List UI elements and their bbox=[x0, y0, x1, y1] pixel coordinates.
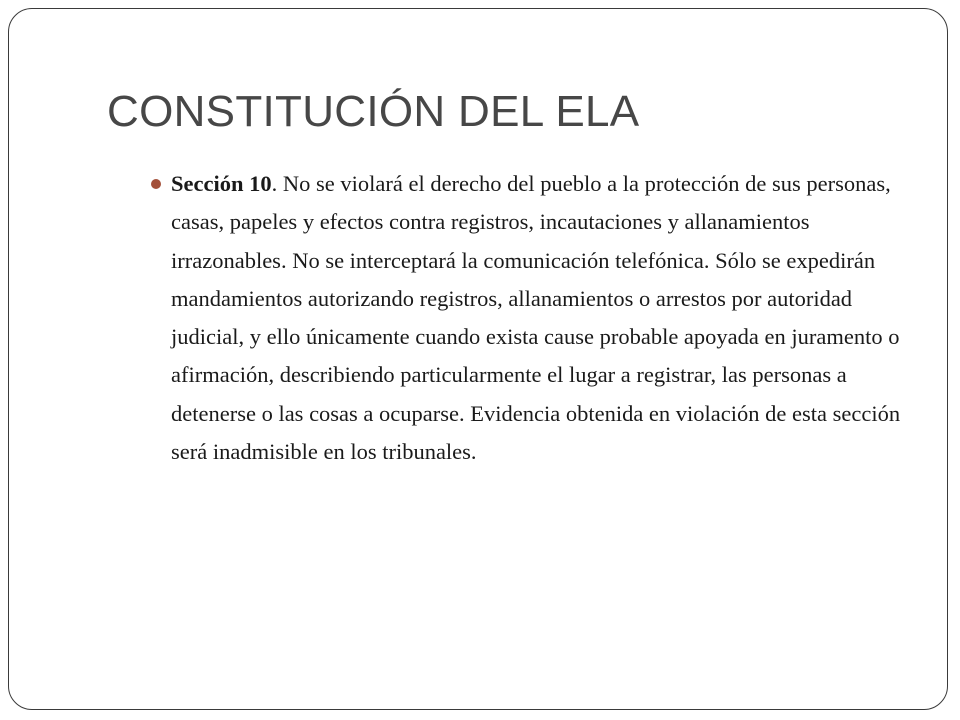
slide-title: CONSTITUCIÓN DEL ELA bbox=[107, 87, 640, 136]
bullet-item bbox=[171, 165, 921, 471]
bullet-icon bbox=[151, 179, 161, 189]
section-text: . No se violará el derecho del pueblo a la protección de sus personas, casas, papeles y efectos contra registros, incautaciones y allanamientos irrazonables. No se interceptará la comunicación telefónica. Sólo se expedirán mandamientos autorizando registros, allanamientos o arrestos por autoridad judicial, y ello únicamente cuando exista cause probable apoyada en juramento o afirmación, describiendo particularmente el lugar a registrar, las personas a detenerse o las cosas a ocuparse. Evidencia obtenida en violación de esta sección será inadmisible en los tribunales. bbox=[171, 171, 901, 465]
slide-frame bbox=[8, 8, 948, 710]
section-label: Sección 10 bbox=[171, 171, 272, 196]
slide-body bbox=[161, 165, 921, 471]
